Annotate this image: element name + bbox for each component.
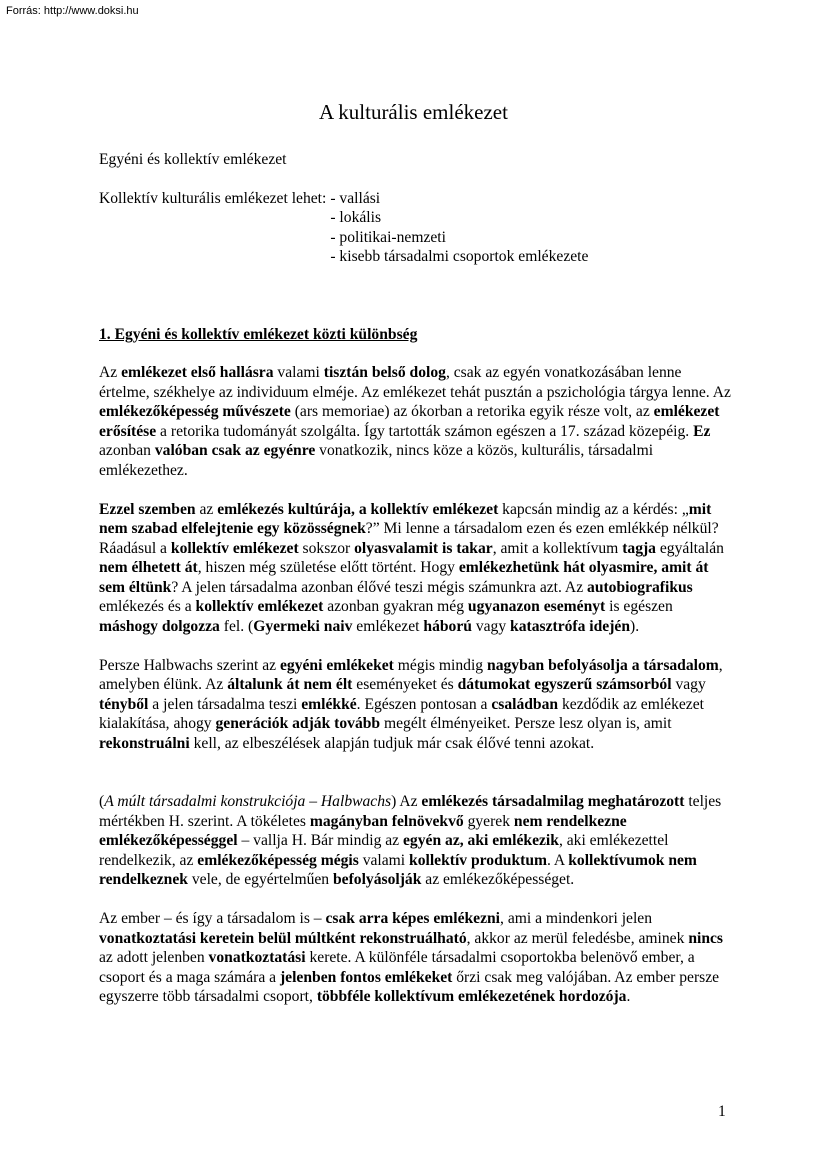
text-run: őrzi csak meg valójában. Az ember persze egyszerre több társadalmi csoport, — [99, 968, 720, 1005]
bold-text: kollektív emlékezet — [170, 539, 299, 557]
text-run: ( — [99, 793, 105, 810]
bold-text: nagyban befolyásolja a társadalom — [487, 656, 719, 674]
list-item: - kisebb társadalmi csoportok emlékezete — [330, 248, 589, 265]
bold-text: emlékezet első hallásra — [121, 364, 274, 381]
text-run: vagy — [671, 676, 706, 693]
collective-memory-list — [99, 189, 732, 267]
text-run: , ami a mindenkori jelen — [500, 910, 653, 927]
bold-text: olyasvalamit is takar — [354, 539, 493, 557]
source-note: Forrás: http://www.doksi.hu — [6, 5, 139, 17]
bold-text: nincs — [688, 929, 723, 947]
section-heading: 1. Egyéni és kollektív emlékezet közti különbség — [99, 325, 418, 343]
text-run: . Egészen pontosan a — [356, 695, 492, 713]
text-run: fel. ( — [219, 617, 254, 635]
text-run: ). — [630, 617, 640, 635]
text-run: kapcsán mindig az a kérdés: „ — [498, 500, 689, 518]
bold-text: kollektív emlékezet — [195, 598, 324, 615]
text-run: eseményeket és — [352, 676, 458, 693]
text-run: , akkor az merül feledésbe, aminek — [466, 929, 689, 947]
page-number: 1 — [718, 1103, 726, 1120]
bold-text: emlékezőképesség mégis — [197, 851, 359, 869]
bold-text: Gyermeki naiv — [253, 617, 353, 635]
bold-text: emlékezés kultúrája, a kollektív emlékezet — [217, 500, 499, 518]
bold-text: nem rendelkezne emlékezőképességgel — [99, 812, 627, 849]
text-run: megélt élményeiket. Persze lesz olyan is, amit — [380, 715, 672, 732]
text-run: , hiszen még születése előtt történt. Hogy — [197, 559, 459, 576]
text-run: (ars memoriae) az ókorban a retorika egyik része volt, az — [290, 403, 654, 420]
bold-text: háború — [423, 617, 472, 635]
text-run: az — [195, 500, 218, 518]
bold-text: Ezzel szemben — [99, 500, 196, 518]
bold-text: dátumokat egyszerű számsorból — [457, 676, 672, 693]
bold-text: katasztrófa idején — [510, 617, 631, 635]
text-run: azonban gyakran még — [323, 598, 468, 615]
text-run: Az ember – és így a társadalom is – — [99, 910, 326, 927]
bold-text: kollektív produktum — [409, 851, 547, 869]
bold-text: emlékezet erősítése — [99, 403, 720, 440]
text-run: . — [626, 988, 631, 1005]
list-item: - lokális — [330, 209, 382, 226]
text-run: a jelen társadalma teszi — [148, 695, 302, 713]
text-run: vele, de egyértelműen — [187, 871, 333, 888]
paragraph — [99, 656, 732, 754]
bold-text: egyéni emlékeket — [279, 656, 394, 674]
bold-text: tényből — [99, 695, 149, 713]
text-run: is egészen — [605, 598, 673, 615]
paragraph — [99, 500, 732, 637]
text-run: az adott jelenben — [99, 949, 209, 966]
subtitle: Egyéni és kollektív emlékezet — [99, 151, 287, 168]
document-body — [99, 150, 732, 1026]
text-run: . A — [546, 851, 569, 869]
collective-memory-label: Kollektív kulturális emlékezet lehet: — [99, 189, 327, 207]
text-run: teljes mértékben H. szerint. A tökéletes — [99, 793, 722, 830]
bold-text: befolyásolják — [333, 871, 422, 888]
bold-text: generációk adják tovább — [215, 715, 381, 732]
list-item: - vallási — [330, 189, 381, 207]
text-run: kell, az elbeszélések alapján tudjuk már csak élővé tenni azokat. — [189, 734, 595, 752]
bold-text: máshogy dolgozza — [99, 617, 220, 635]
text-run: egyáltalán — [655, 539, 724, 557]
text-run: Az — [99, 364, 122, 381]
text-run: , amelyben élünk. Az — [99, 656, 723, 693]
text-run: valami — [358, 851, 410, 869]
text-run: ? A jelen társadalma azonban élővé teszi mégis számunkra azt. Az — [171, 578, 588, 596]
bold-text: egyén az, aki emlékezik — [403, 832, 559, 849]
bold-text: tisztán belső dolog — [323, 364, 446, 381]
bold-text: rekonstruálni — [99, 734, 190, 752]
bold-text: emlékezés társadalmilag meghatározott — [421, 793, 685, 810]
text-run: – vallja H. Bár mindig az — [237, 832, 404, 849]
text-run: ?” Mi lenne a társadalom ezen és ezen emlékkép nélkül? Ráadásul a — [99, 520, 719, 557]
bold-text: vonatkoztatási keretein belül múltként rekonstruálható — [99, 929, 467, 947]
paragraph — [99, 363, 732, 480]
text-run: emlékezés és a — [99, 598, 196, 615]
bold-text: mit nem szabad elfelejtenie egy közösségnek — [99, 500, 712, 537]
text-run: sokszor — [298, 539, 355, 557]
bold-text: emlékké — [301, 695, 357, 713]
bold-text: általunk át nem élt — [227, 676, 353, 693]
text-run: a retorika tudományát szolgálta. Így tartották számon egészen a 17. század közepéig. — [156, 422, 694, 440]
document-title: A kulturális emlékezet — [319, 100, 508, 124]
bold-text: valóban csak az egyénre — [154, 442, 316, 459]
text-run: Persze Halbwachs szerint az — [99, 656, 280, 674]
bold-text: autobiografikus — [587, 578, 693, 596]
bold-text: nem élhetett át — [99, 559, 198, 576]
bold-text: emlékezhetünk hát olyasmire, amit át sem éltünk — [99, 559, 709, 596]
text-run: az emlékezőképességet. — [421, 871, 575, 888]
italic-text: A múlt társadalmi konstrukciója – Halbwachs — [104, 793, 392, 810]
text-run: azonban — [99, 442, 155, 459]
text-run: , aki emlékezettel rendelkezik, az — [99, 832, 669, 869]
collective-memory-items — [330, 189, 588, 267]
text-run: vagy — [471, 617, 511, 635]
text-run: , amit a kollektívum — [492, 539, 623, 557]
text-run: gyerek — [463, 812, 514, 830]
bold-text: családban — [491, 695, 559, 713]
list-item: - politikai-nemzeti — [330, 228, 446, 246]
text-run: vonatkozik, nincs köze a közös, kulturális, társadalmi emlékezethez. — [99, 442, 654, 479]
bold-text: jelenben fontos emlékeket — [279, 968, 453, 986]
text-run: mégis mindig — [393, 656, 488, 674]
text-run: ) Az — [391, 793, 422, 810]
text-run: emlékezet — [352, 617, 424, 635]
bold-text: kollektívumok nem rendelkeznek — [99, 851, 697, 888]
bold-text: csak arra képes emlékezni — [325, 910, 501, 927]
bold-text: emlékezőképesség művészete — [99, 403, 291, 420]
bold-text: tagja — [622, 539, 656, 557]
text-run: , csak az egyén vonatkozásában lenne értelme, székhelye az individuum elméje. Az emlékezet tehát pusztán a pszichológia tárgya lenne. Az — [99, 364, 731, 401]
text-run: kezdődik az emlékezet kialakítása, ahogy — [99, 695, 704, 732]
bold-text: ugyanazon eseményt — [467, 598, 606, 615]
bold-text: többféle kollektívum emlékezetének hordozója — [316, 988, 627, 1005]
paragraph — [99, 909, 732, 1007]
text-run: valami — [273, 364, 324, 381]
text-run: kerete. A különféle társadalmi csoportokba belenövő ember, a csoport és a maga számára a — [99, 949, 695, 986]
bold-text: vonatkoztatási — [208, 949, 306, 966]
bold-text: magányban felnövekvő — [309, 812, 464, 830]
paragraph — [99, 792, 732, 890]
bold-text: Ez — [693, 422, 711, 440]
